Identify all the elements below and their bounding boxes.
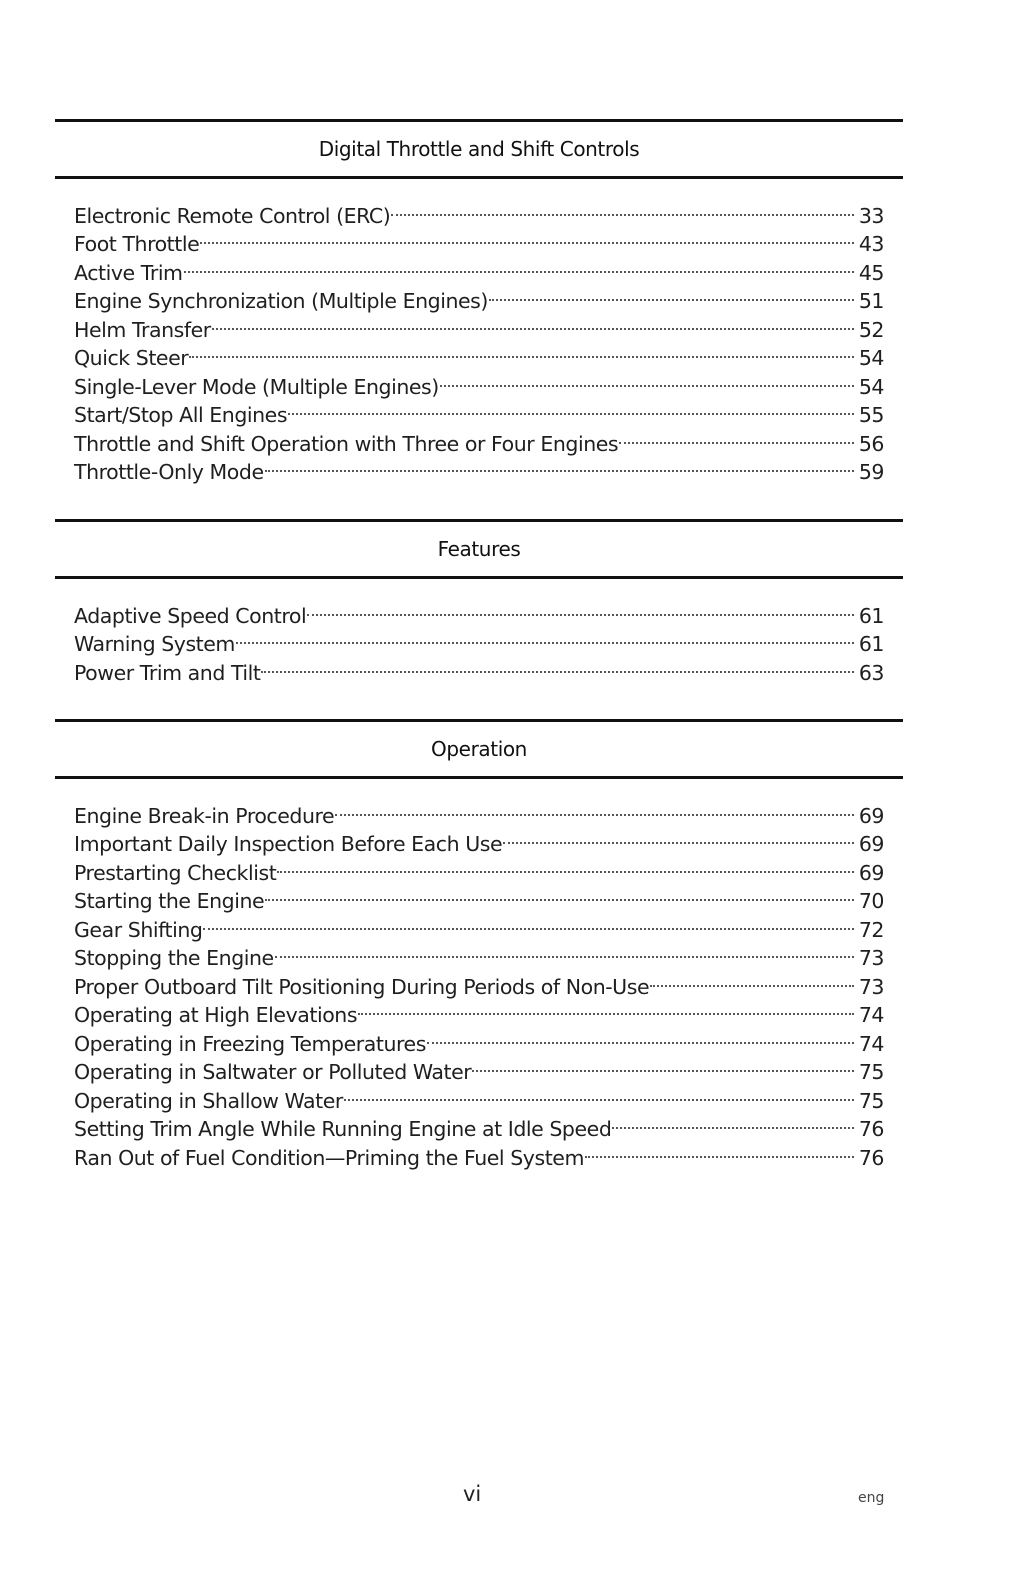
dot-leader xyxy=(503,823,854,852)
toc-entry-title[interactable]: Electronic Remote Control (ERC) xyxy=(74,203,391,228)
toc-entry-page[interactable]: 61 xyxy=(858,632,884,656)
toc-entry-title[interactable]: Power Trim and Tilt xyxy=(74,660,261,685)
footer-page-number: vi xyxy=(463,1482,482,1506)
toc-entry-page[interactable]: 74 xyxy=(858,1003,884,1027)
dot-leader xyxy=(236,623,854,652)
toc-entry-title[interactable]: Stopping the Engine xyxy=(74,946,274,970)
toc-entry-page[interactable]: 73 xyxy=(858,974,884,999)
toc-entry-page[interactable]: 75 xyxy=(858,1088,884,1113)
toc-entry-page[interactable]: 73 xyxy=(858,946,884,970)
toc-entry-page[interactable]: 51 xyxy=(858,289,884,313)
toc-entry[interactable] xyxy=(55,794,903,828)
toc-entry-page[interactable]: 45 xyxy=(858,260,884,285)
toc-entry-page[interactable]: 56 xyxy=(858,431,884,456)
toc-entry-page[interactable]: 76 xyxy=(858,1145,884,1170)
toc-entry-title[interactable]: Quick Steer xyxy=(74,346,189,370)
toc-section-operation xyxy=(55,719,903,1170)
toc-entry-title[interactable]: Operating in Saltwater or Polluted Water xyxy=(74,1060,472,1084)
dot-leader xyxy=(189,337,854,366)
toc-entry-page[interactable]: 69 xyxy=(858,803,884,828)
toc-entry-title[interactable]: Operating in Shallow Water xyxy=(74,1088,343,1113)
dot-leader xyxy=(184,251,854,280)
toc-entry-title[interactable]: Engine Break-in Procedure xyxy=(74,803,335,828)
dot-leader xyxy=(288,394,854,423)
dot-leader xyxy=(277,851,854,880)
dot-leader xyxy=(212,308,854,337)
toc-entry-title[interactable]: Engine Synchronization (Multiple Engines) xyxy=(74,289,488,313)
toc-entry-page[interactable]: 52 xyxy=(858,317,884,342)
toc-entry-title[interactable]: Start/Stop All Engines xyxy=(74,403,288,427)
toc-entry-title[interactable]: Important Daily Inspection Before Each Use xyxy=(74,832,503,856)
toc-entry-title[interactable]: Warning System xyxy=(74,632,235,656)
dot-leader xyxy=(391,194,854,223)
toc-entry-page[interactable]: 75 xyxy=(858,1060,884,1084)
toc-entry-page[interactable]: 76 xyxy=(858,1117,884,1141)
toc-entry-title[interactable]: Ran Out of Fuel Condition—Priming the Fuel System xyxy=(74,1145,584,1170)
dot-leader xyxy=(265,880,854,909)
dot-leader xyxy=(358,994,854,1023)
dot-leader xyxy=(275,937,854,966)
dot-leader xyxy=(440,365,854,394)
dot-leader xyxy=(265,451,854,480)
toc-entry-page[interactable]: 72 xyxy=(858,917,884,942)
toc-entry-page[interactable]: 74 xyxy=(858,1031,884,1056)
toc-entry-title[interactable]: Active Trim xyxy=(74,260,183,285)
toc-entry-page[interactable]: 69 xyxy=(858,860,884,885)
toc-section-digital-throttle xyxy=(55,119,903,484)
toc-entry[interactable] xyxy=(55,594,903,628)
section-heading: Features xyxy=(437,537,521,561)
toc-entry-title[interactable]: Starting the Engine xyxy=(74,889,265,913)
toc-entry-title[interactable]: Operating in Freezing Temperatures xyxy=(74,1031,426,1056)
toc-entry-page[interactable]: 54 xyxy=(858,374,884,399)
toc-entry[interactable] xyxy=(55,194,903,228)
section-heading: Operation xyxy=(431,737,527,761)
toc-entry-page[interactable]: 33 xyxy=(858,203,884,228)
footer-language-code: eng xyxy=(858,1490,885,1506)
dot-leader xyxy=(472,1051,854,1080)
toc-entry-title[interactable]: Single-Lever Mode (Multiple Engines) xyxy=(74,374,439,399)
dot-leader xyxy=(261,651,854,680)
toc-entry-page[interactable]: 70 xyxy=(858,889,884,913)
toc-entry-title[interactable]: Operating at High Elevations xyxy=(74,1003,358,1027)
toc-entry-title[interactable]: Foot Throttle xyxy=(74,232,200,256)
toc-entry-title[interactable]: Setting Trim Angle While Running Engine at Idle Speed xyxy=(74,1117,612,1141)
toc-entry-list xyxy=(55,779,903,1170)
toc-entry-page[interactable]: 63 xyxy=(858,660,884,685)
dot-leader xyxy=(203,908,854,937)
toc-entry-title[interactable]: Throttle and Shift Operation with Three or Four Engines xyxy=(74,431,619,456)
toc-entry-page[interactable]: 61 xyxy=(858,603,884,628)
dot-leader xyxy=(619,422,854,451)
dot-leader xyxy=(489,280,854,309)
section-heading: Digital Throttle and Shift Controls xyxy=(318,137,640,161)
toc-entry-page[interactable]: 59 xyxy=(858,460,884,484)
dot-leader xyxy=(650,965,854,994)
dot-leader xyxy=(344,1079,854,1108)
dot-leader xyxy=(585,1136,854,1165)
toc-entry-title[interactable]: Prestarting Checklist xyxy=(74,860,277,885)
toc-entry-title[interactable]: Adaptive Speed Control xyxy=(74,603,307,628)
toc-entry-title[interactable]: Helm Transfer xyxy=(74,317,211,342)
toc-entry-page[interactable]: 55 xyxy=(858,403,884,427)
toc-entry-title[interactable]: Gear Shifting xyxy=(74,917,203,942)
toc-entry-list xyxy=(55,579,903,685)
toc-entry-page[interactable]: 54 xyxy=(858,346,884,370)
dot-leader xyxy=(200,223,854,252)
dot-leader xyxy=(307,594,854,623)
toc-entry-page[interactable]: 69 xyxy=(858,832,884,856)
toc-entry-title[interactable]: Proper Outboard Tilt Positioning During Periods of Non-Use xyxy=(74,974,650,999)
toc-entry-page[interactable]: 43 xyxy=(858,232,884,256)
toc-entry-title[interactable]: Throttle-Only Mode xyxy=(74,460,264,484)
dot-leader xyxy=(427,1022,854,1051)
dot-leader xyxy=(335,794,854,823)
toc-section-features xyxy=(55,519,903,685)
toc-entry-list xyxy=(55,179,903,484)
dot-leader xyxy=(612,1108,854,1137)
